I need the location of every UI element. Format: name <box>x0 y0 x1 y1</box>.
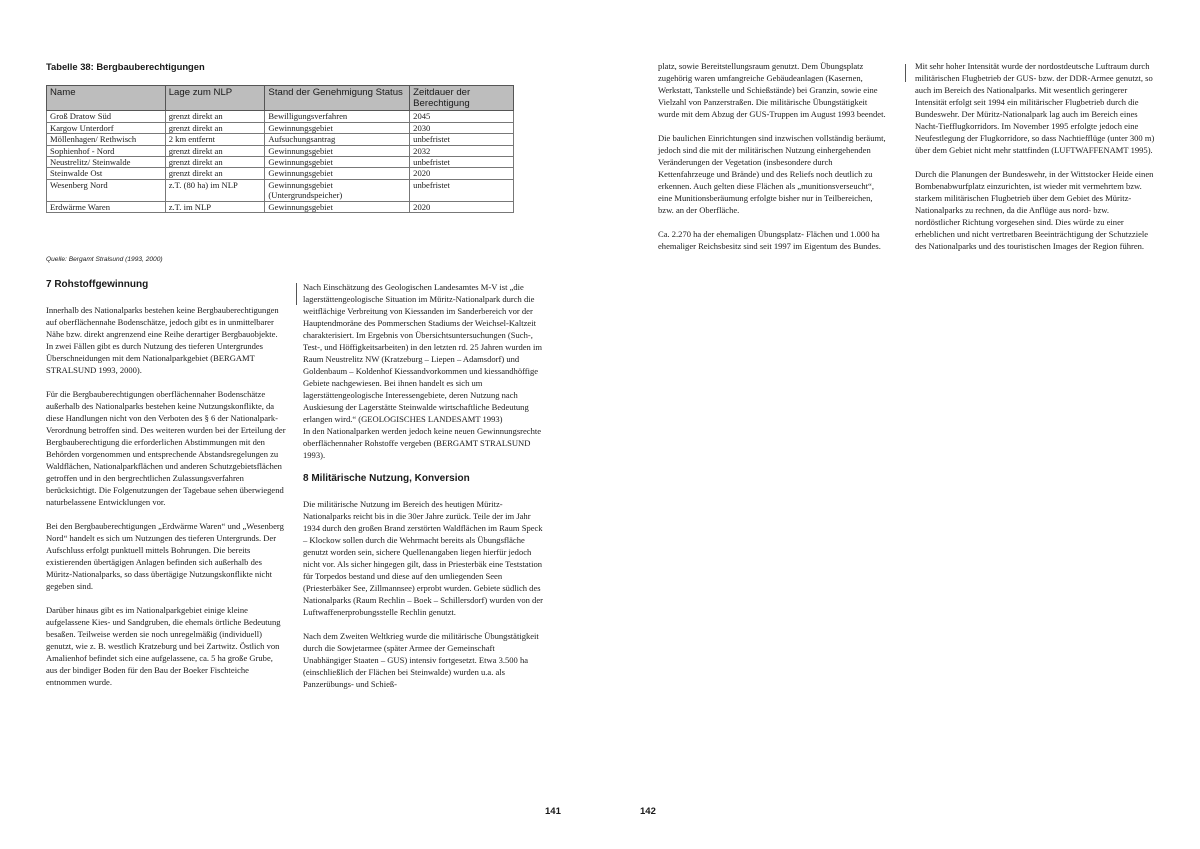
table-cell: Neustrelitz/ Steinwalde <box>47 157 166 168</box>
paragraph: Die baulichen Einrichtungen sind inzwischen vollständig beräumt, jedoch sind die mit der militärischen Nutzung einhergehenden Veränderungen der Vegetation (insbesondere durch Kettenfahrzeuge und Brände) und des Reliefs noch deutlich zu erkennen. Auch gelten diese Flächen als „munitionsverseucht“, eine Munitionsberäumung erfolgte bisher nur in Teilbereichen, bzw. an der Oberfläche. <box>658 133 886 215</box>
paragraph: Durch die Planungen der Bundeswehr, in der Wittstocker Heide einen Bombenabwurfplatz einzurichten, ist wieder mit vermehrtem bzw. starkem militärischen Flugbetrieb über dem Gebiet des Müritz-Nationalparks zu rechnen, da die Anflüge aus nord- bzw. nordöstlicher Richtung vorgesehen sind. Dies würde zu einer erheblichen und nicht vertretbaren Beeinträchtigung der Schutzziele des Nationalparks und des touristischen Images der Region führen. <box>915 169 1154 251</box>
paragraph: Mit sehr hoher Intensität wurde der nordostdeutsche Luftraum durch militärischen Flugbetrieb der GUS- bzw. der DDR-Armee genutzt, so auch im Bereich des Nationalparks. Mit wesentlich geringerer Intensität erfolgt seit 1994 ein militärischer Flugbetrieb durch die Bundeswehr. Der Müritz-Nationalpark lag auch im Bereich eines Nacht-Tiefflugkorridors. Im November 1995 erfolgte jedoch eine Neufestlegung der Flugkorridore, so dass Nachtiefflüge (unter 300 m) über dem Gebiet nicht mehr stattfinden (LUFTWAFFENAMT 1995). <box>915 61 1155 155</box>
right-page <box>600 0 1200 849</box>
column-divider <box>905 64 906 82</box>
table-cell: grenzt direkt an <box>165 157 265 168</box>
text-column-right-1 <box>658 60 886 264</box>
table-cell: Steinwalde Ost <box>47 168 166 179</box>
table-cell: Groß Dratow Süd <box>47 111 166 122</box>
text-column-left-2 <box>303 281 543 702</box>
table-row <box>47 122 514 133</box>
table-cell: grenzt direkt an <box>165 111 265 122</box>
paragraph: In den Nationalparken werden jedoch keine neuen Gewinnungsrechte oberflächennaher Rohstoffe vergeben (BERGAMT STRALSUND 1993). <box>303 426 542 460</box>
table-cell: 2020 <box>410 201 514 212</box>
table-cell: Kargow Unterdorf <box>47 122 166 133</box>
table-cell: grenzt direkt an <box>165 168 265 179</box>
table-cell: Gewinnungsgebiet (Untergrundspeicher) <box>265 179 410 201</box>
table-header-cell: Stand der Genehmigung Status <box>265 86 410 111</box>
paragraph: Die militärische Nutzung im Bereich des heutigen Müritz-Nationalparks reicht bis in die 30er Jahre zurück. Teile der im Jahr 1934 durch den großen Brand zerstörten Waldflächen im Raum Speck – Klockow sollen durch die Wehrmacht bereits als Übungsfläche genutzt worden sein, sichere Quellenangaben liegen hierfür jedoch nicht vor. Als sicher hingegen gilt, dass in Priesterbäk eine Teststation für Torpedos bestand und diese auf den umliegenden Seen (Priesterbäker See, Zillmannsee) erprobt wurden. Gebiete südlich des Nationalparks (Raum Rechlin – Boek – Schillersdorf) wurden von der Luftwaffenerprobungsstelle Rechlin genutzt. <box>303 499 543 617</box>
table-cell: Gewinnungsgebiet <box>265 168 410 179</box>
table-cell: 2045 <box>410 111 514 122</box>
table-header-cell: Name <box>47 86 166 111</box>
page-number: 142 <box>640 806 656 817</box>
page-number: 141 <box>545 806 561 817</box>
table-cell: z.T. im NLP <box>165 201 265 212</box>
table-cell: Gewinnungsgebiet <box>265 122 410 133</box>
paragraph: Für die Bergbauberechtigungen oberflächennaher Bodenschätze außerhalb des Nationalparks bestehen keine Nutzungskonflikte, da diese Handlungen nicht von den Verboten des § 6 der Nationalpark-Verordnung betroffen sind. Des weiteren wurden bei der Erteilung der Bergbauberechtigung die erforderlichen Abstimmungen mit den Behörden vorgenommen und entsprechende Abstandsregelungen zu Waldflächen, Nationalparkflächen und anderen Schutzgebietsflächen getroffen und in den bergrechtlichen Zulassungsverfahren berücksichtigt. Die Folgenutzungen der Tagebaue sehen überwiegend naturbelassene Entwicklungen vor. <box>46 389 286 507</box>
text-column-left-1 <box>46 279 286 700</box>
table-source-note: Quelle: Bergamt Stralsund (1993, 2000) <box>46 256 163 263</box>
table-cell: Gewinnungsgebiet <box>265 201 410 212</box>
table-cell: Gewinnungsgebiet <box>265 145 410 156</box>
paragraph: Darüber hinaus gibt es im Nationalparkgebiet einige kleine aufgelassene Kies- und Sandgruben, die ehemals örtliche Bedeutung besaßen. Teilweise werden sie noch unregelmäßig (individuell) genutzt, wie z. B. westlich Kratzeburg und bei Zartwitz. Östlich von Amalienhof befindet sich eine aufgelassene, ca. 5 ha große Grube, aus der bindiger Boden für den Bau der Boeker Fischteiche entnommen wurde. <box>46 605 281 687</box>
paragraph: Bei den Bergbauberechtigungen „Erdwärme Waren“ und „Wesenberg Nord“ handelt es sich um Nutzungen des tieferen Untergrunds. Der Aufschluss erfolgt punktuell mittels Bohrungen. Die bereits existierenden übertägigen Anlagen befinden sich außerhalb des Müritz-Nationalparks, so dass übertägige Nutzungskonflikte nicht gegeben sind. <box>46 521 284 591</box>
table-row <box>47 134 514 145</box>
table-cell: 2 km entfernt <box>165 134 265 145</box>
paragraph: Ca. 2.270 ha der ehemaligen Übungsplatz- Flächen und 1.000 ha ehemaliger Reichsbesitz sind seit 1997 im Eigentum des Bundes. <box>658 229 881 251</box>
table-cell: Gewinnungsgebiet <box>265 157 410 168</box>
section-heading-rohstoffgewinnung: 7 Rohstoffgewinnung <box>46 279 149 290</box>
table-title: Tabelle 38: Bergbauberechtigungen <box>46 61 205 72</box>
table-header-cell: Lage zum NLP <box>165 86 265 111</box>
paragraph: platz, sowie Bereitstellungsraum genutzt. Dem Übungsplatz zugehörig waren umfangreiche Gebäudeanlagen (Kasernen, Werkstatt, Tankstelle und Schießstände) bei Granzin, sowie eine Vielzahl von Panzerstraßen. Die militärische Übungstätigkeit wurde mit dem Abzug der GUS-Truppen im August 1993 beendet. <box>658 61 886 119</box>
table-row <box>47 179 514 201</box>
table-cell: 2030 <box>410 122 514 133</box>
paragraph: Innerhalb des Nationalparks bestehen keine Bergbauberechtigungen auf oberflächennahe Bodenschätze, jedoch gibt es in unmittelbarer Nähe bzw. direkt angrenzend eine Reihe derartiger Bergbauobjekte. In zwei Fällen gibt es durch Nutzung des tieferen Untergrundes Überschneidungen mit dem Nationalparkgebiet (BERGAMT STRALSUND 1993, 2000). <box>46 305 279 375</box>
table-cell: Möllenhagen/ Rethwisch <box>47 134 166 145</box>
table-cell: Wesenberg Nord <box>47 179 166 201</box>
table-row <box>47 157 514 168</box>
table-cell: grenzt direkt an <box>165 145 265 156</box>
table-cell: 2020 <box>410 168 514 179</box>
table-cell: unbefristet <box>410 179 514 201</box>
table-row <box>47 145 514 156</box>
table-cell: z.T. (80 ha) im NLP <box>165 179 265 201</box>
text-column-right-2 <box>915 60 1155 264</box>
table-cell: Bewilligungsverfahren <box>265 111 410 122</box>
table-cell: unbefristet <box>410 157 514 168</box>
section-heading-militaerische-nutzung: 8 Militärische Nutzung, Konversion <box>303 473 470 484</box>
mining-rights-table <box>46 85 514 213</box>
paragraph: Nach Einschätzung des Geologischen Landesamtes M-V ist „die lagerstättengeologische Situation im Müritz-Nationalpark durch die weitflächige Verbreitung von Kiessanden im Sanderbereich vor der Hauptendmoräne des Pommerschen Stadiums der Weichsel-Kaltzeit charakterisiert. Im Ergebnis von Übersichtsuntersuchungen (Such-, Test-, und Höffigkeitsarbeiten) in den letzten rd. 25 Jahren wurden im Raum Neustrelitz NW (Kratzeburg – Liepen – Adamsdorf) und Goldenbaum – Koldenhof Kiessandvorkommen und kiessandhöffige Gebiete nachgewiesen. Bei ihnen handelt es sich um lagerstättengeologische Interessengebiete, deren Nutzung nach Auskiesung der Lagerstätte Steinwalde wirtschaftliche Bedeutung erlangen wird.“ (GEOLOGISCHES LANDESAMT 1993) <box>303 282 542 424</box>
table-row <box>47 168 514 179</box>
paragraph: Nach dem Zweiten Weltkrieg wurde die militärische Übungstätigkeit durch die Sowjetarmee (später Armee der Gemeinschaft Unabhängiger Staaten – GUS) intensiv fortgesetzt. Etwa 3.500 ha (einschließlich der Flächen bei Steinwalde) wurden u.a. als Panzerübungs- und Schieß- <box>303 631 539 689</box>
table-cell: 2032 <box>410 145 514 156</box>
column-divider <box>296 283 297 305</box>
table-cell: unbefristet <box>410 134 514 145</box>
table-header-cell: Zeitdauer der Berechtigung <box>410 86 514 111</box>
table-cell: grenzt direkt an <box>165 122 265 133</box>
table-cell: Sophienhof - Nord <box>47 145 166 156</box>
table-header-row <box>47 86 514 111</box>
table-row <box>47 111 514 122</box>
table-cell: Erdwärme Waren <box>47 201 166 212</box>
table-row <box>47 201 514 212</box>
table-cell: Aufsuchungsantrag <box>265 134 410 145</box>
